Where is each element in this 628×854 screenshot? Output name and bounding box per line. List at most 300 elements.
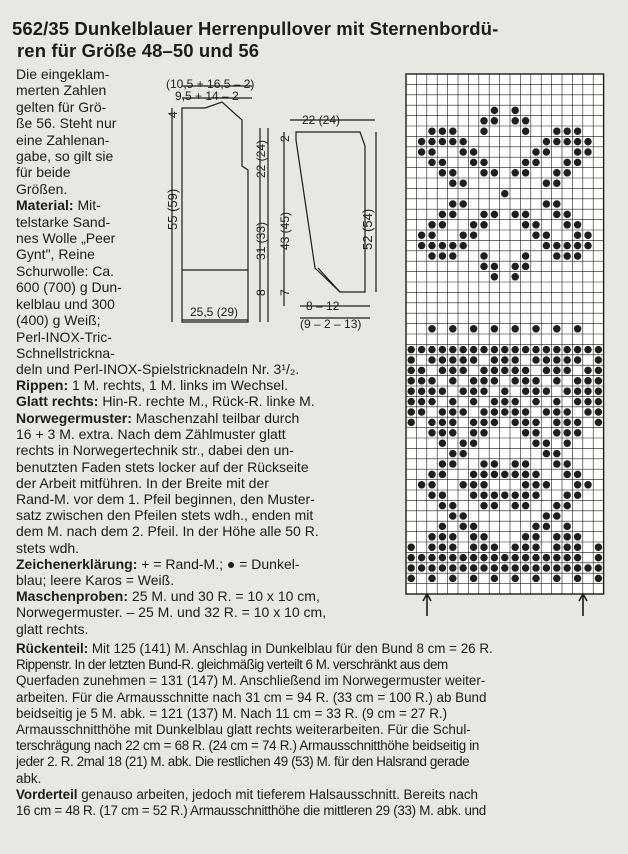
- dark-stitch-dot: [595, 554, 602, 561]
- dark-stitch-dot: [563, 159, 570, 166]
- dark-stitch-dot: [418, 554, 425, 561]
- dark-stitch-dot: [491, 543, 498, 550]
- dark-stitch-dot: [543, 564, 550, 571]
- dark-stitch-dot: [595, 419, 602, 426]
- dark-stitch-dot: [459, 148, 466, 155]
- norweger-text: stets wdh.: [16, 539, 80, 556]
- dark-stitch-dot: [532, 471, 539, 478]
- glatt-line: [16, 393, 616, 409]
- intro-line: gabe, so gilt sie: [16, 148, 114, 165]
- dark-stitch-dot: [574, 481, 581, 488]
- dark-stitch-dot: [459, 346, 466, 353]
- dark-stitch-dot: [480, 127, 487, 134]
- dark-stitch-dot: [522, 419, 529, 426]
- dark-stitch-dot: [449, 200, 456, 207]
- dark-stitch-dot: [501, 564, 508, 571]
- dark-stitch-dot: [563, 242, 570, 249]
- dim-top-1: (10,5 + 16,5 – 2): [166, 77, 255, 91]
- dark-stitch-dot: [522, 481, 529, 488]
- dark-stitch-dot: [428, 491, 435, 498]
- dark-stitch-dot: [532, 221, 539, 228]
- dark-stitch-dot: [491, 107, 498, 114]
- dark-stitch-dot: [595, 564, 602, 571]
- proben-line: [16, 588, 388, 604]
- dark-stitch-dot: [574, 564, 581, 571]
- dark-stitch-dot: [491, 502, 498, 509]
- dark-stitch-dot: [449, 242, 456, 249]
- body-text: [16, 361, 616, 410]
- material-text: kelblau und 300: [16, 295, 115, 312]
- ruecken-text: Armausschnitthöhe mit Dunkelblau glatt rechts weiterarbeiten. Für die Schul-: [16, 722, 471, 738]
- ruecken-text: arbeiten. Für die Armausschnitte nach 31 cm = 94 R. (33 cm = 100 R.) ab Bund: [16, 689, 487, 705]
- rippen-text: 1 M. rechts, 1 M. links im Wechsel.: [68, 377, 289, 394]
- dark-stitch-dot: [574, 419, 581, 426]
- dark-stitch-dot: [428, 148, 435, 155]
- title-line-1: 562/35 Dunkelblauer Herrenpullover mit Sternenbordü-: [12, 18, 499, 39]
- dark-stitch-dot: [491, 564, 498, 571]
- dark-stitch-dot: [470, 148, 477, 155]
- chart-arrows: [423, 594, 587, 616]
- dark-stitch-dot: [428, 554, 435, 561]
- dark-stitch-dot: [543, 148, 550, 155]
- dark-stitch-dot: [491, 575, 498, 582]
- dim-width: 25,5 (29): [190, 305, 239, 319]
- dark-stitch-dot: [574, 429, 581, 436]
- dark-stitch-dot: [553, 564, 560, 571]
- dark-stitch-dot: [459, 564, 466, 571]
- dark-stitch-dot: [532, 481, 539, 488]
- dark-stitch-dot: [418, 346, 425, 353]
- dark-stitch-dot: [553, 346, 560, 353]
- dark-stitch-dot: [491, 554, 498, 561]
- dark-stitch-dot: [428, 429, 435, 436]
- dark-stitch-dot: [511, 460, 518, 467]
- material-text: 600 (700) g Dun-: [16, 279, 122, 296]
- dark-stitch-dot: [511, 346, 518, 353]
- dark-stitch-dot: [449, 502, 456, 509]
- dark-stitch-dot: [418, 242, 425, 249]
- dark-stitch-dot: [563, 429, 570, 436]
- dark-stitch-dot: [553, 460, 560, 467]
- dark-stitch-dot: [522, 543, 529, 550]
- dark-stitch-dot: [407, 419, 414, 426]
- dark-stitch-dot: [491, 211, 498, 218]
- dark-stitch-dot: [574, 138, 581, 145]
- dark-stitch-dot: [449, 554, 456, 561]
- material-line: [16, 197, 156, 213]
- dark-stitch-dot: [470, 419, 477, 426]
- dark-stitch-dot: [553, 242, 560, 249]
- sleeve-outline: [296, 132, 365, 292]
- dark-stitch-dot: [574, 554, 581, 561]
- dark-stitch-dot: [439, 221, 446, 228]
- dark-stitch-dot: [553, 211, 560, 218]
- dark-stitch-dot: [501, 190, 508, 197]
- dark-stitch-dot: [553, 200, 560, 207]
- dark-stitch-dot: [449, 325, 456, 332]
- dark-stitch-dot: [491, 346, 498, 353]
- dark-stitch-dot: [480, 502, 487, 509]
- dark-stitch-dot: [574, 231, 581, 238]
- dark-stitch-dot: [491, 491, 498, 498]
- dark-stitch-dot: [480, 429, 487, 436]
- dark-stitch-dot: [553, 554, 560, 561]
- dark-stitch-dot: [480, 554, 487, 561]
- dark-stitch-dot: [511, 564, 518, 571]
- dark-stitch-dot: [480, 252, 487, 259]
- vorder-label: Vorderteil: [16, 786, 78, 802]
- dark-stitch-dot: [532, 564, 539, 571]
- dark-stitch-dot: [491, 273, 498, 280]
- dark-stitch-dot: [553, 127, 560, 134]
- dark-stitch-dot: [511, 491, 518, 498]
- dark-stitch-dot: [459, 481, 466, 488]
- dark-stitch-dot: [449, 419, 456, 426]
- proben-text: 25 M. und 30 R. = 10 x 10 cm,: [128, 588, 320, 605]
- dark-stitch-dot: [553, 419, 560, 426]
- dark-stitch-dot: [563, 543, 570, 550]
- dark-stitch-dot: [439, 543, 446, 550]
- dark-stitch-dot: [574, 325, 581, 332]
- dark-stitch-dot: [553, 575, 560, 582]
- dark-stitch-dot: [543, 523, 550, 530]
- dark-stitch-dot: [470, 471, 477, 478]
- dim-top-2: 9,5 + 14 – 2: [175, 89, 239, 103]
- dark-stitch-dot: [522, 159, 529, 166]
- dark-stitch-dot: [532, 419, 539, 426]
- dark-stitch-dot: [522, 471, 529, 478]
- dark-stitch-dot: [449, 179, 456, 186]
- dark-stitch-dot: [439, 554, 446, 561]
- dark-stitch-dot: [470, 221, 477, 228]
- intro-line: Die eingeklam-: [16, 66, 110, 82]
- dark-stitch-dot: [501, 471, 508, 478]
- title-line-2: ren für Größe 48–50 und 56: [17, 40, 260, 61]
- dark-stitch-dot: [439, 169, 446, 176]
- dark-stitch-dot: [449, 564, 456, 571]
- dark-stitch-dot: [532, 491, 539, 498]
- dark-stitch-dot: [543, 242, 550, 249]
- dark-stitch-dot: [459, 439, 466, 446]
- dark-stitch-dot: [491, 117, 498, 124]
- ruecken-text: jeder 2. R. 2mal 18 (21) M. abk. Die restlichen 49 (53) M. für den Halsrand gerade: [16, 754, 470, 770]
- dark-stitch-dot: [428, 481, 435, 488]
- dark-stitch-dot: [511, 273, 518, 280]
- norweger-block: [16, 410, 388, 637]
- dark-stitch-dot: [522, 346, 529, 353]
- ruecken-text: terschrägung nach 22 cm = 68 R. (24 cm = 74 R.) Armausschnitthöhe beidseitig in: [16, 738, 480, 754]
- material-text: telstarke Sand-: [16, 213, 111, 230]
- dark-stitch-dot: [480, 471, 487, 478]
- dark-stitch-dot: [449, 543, 456, 550]
- norweger-text: benutzten Faden stets locker auf der Rückseite: [16, 458, 309, 475]
- dark-stitch-dot: [459, 450, 466, 457]
- dark-stitch-dot: [439, 252, 446, 259]
- material-text: Mit-: [73, 197, 101, 214]
- sleeve-bottom-1: 8 – 12: [306, 299, 340, 313]
- dark-stitch-dot: [459, 242, 466, 249]
- dark-stitch-dot: [480, 159, 487, 166]
- dark-stitch-dot: [574, 242, 581, 249]
- dark-stitch-dot: [543, 512, 550, 519]
- dark-stitch-dot: [459, 512, 466, 519]
- dark-stitch-dot: [480, 211, 487, 218]
- dark-stitch-dot: [553, 450, 560, 457]
- dark-stitch-dot: [470, 575, 477, 582]
- material-text: nes Wolle „Peer: [16, 230, 116, 247]
- dark-stitch-dot: [563, 460, 570, 467]
- dark-stitch-dot: [584, 481, 591, 488]
- dark-stitch-dot: [480, 221, 487, 228]
- dark-stitch-dot: [563, 533, 570, 540]
- dark-stitch-dot: [532, 231, 539, 238]
- dark-stitch-dot: [439, 346, 446, 353]
- dark-stitch-dot: [574, 252, 581, 259]
- dark-stitch-dot: [459, 200, 466, 207]
- ruecken-label: Rückenteil:: [16, 641, 89, 656]
- dark-stitch-dot: [428, 419, 435, 426]
- dark-stitch-dot: [480, 169, 487, 176]
- dark-stitch-dot: [563, 419, 570, 426]
- dark-stitch-dot: [449, 138, 456, 145]
- dark-stitch-dot: [532, 439, 539, 446]
- dark-stitch-dot: [459, 523, 466, 530]
- material-text: (400) g Weiß;: [16, 312, 101, 329]
- dark-stitch-dot: [553, 169, 560, 176]
- dark-stitch-dot: [428, 252, 435, 259]
- dark-stitch-dot: [563, 564, 570, 571]
- dark-stitch-dot: [470, 346, 477, 353]
- dark-stitch-dot: [418, 564, 425, 571]
- dark-stitch-dot: [543, 138, 550, 145]
- dark-stitch-dot: [418, 148, 425, 155]
- dark-stitch-dot: [480, 117, 487, 124]
- dark-stitch-dot: [480, 491, 487, 498]
- dark-stitch-dot: [428, 242, 435, 249]
- sleeve-bottom-2: (9 – 2 – 13): [300, 317, 362, 331]
- dark-stitch-dot: [480, 263, 487, 270]
- dark-stitch-dot: [439, 211, 446, 218]
- dark-stitch-dot: [470, 325, 477, 332]
- dark-stitch-dot: [470, 481, 477, 488]
- rippen-label: Rippen:: [16, 377, 69, 394]
- dark-stitch-dot: [428, 127, 435, 134]
- intro-line: gelten für Grö-: [16, 98, 107, 115]
- dark-stitch-dot: [553, 512, 560, 519]
- chart-cells: [406, 74, 604, 594]
- dark-stitch-dot: [553, 179, 560, 186]
- dark-stitch-dot: [511, 471, 518, 478]
- dark-stitch-dot: [428, 471, 435, 478]
- dark-stitch-dot: [491, 460, 498, 467]
- dark-stitch-dot: [563, 211, 570, 218]
- dark-stitch-dot: [428, 325, 435, 332]
- dark-stitch-dot: [543, 346, 550, 353]
- proben-text: Norwegermuster. – 25 M. und 32 R. = 10 x 10 cm,: [16, 604, 327, 621]
- dark-stitch-dot: [574, 491, 581, 498]
- dark-stitch-dot: [511, 419, 518, 426]
- norweger-text: 16 + 3 M. extra. Nach dem Zählmuster glatt: [16, 426, 286, 443]
- dark-stitch-dot: [574, 127, 581, 134]
- material-text: Schurwolle: Ca.: [16, 262, 115, 279]
- dark-stitch-dot: [491, 325, 498, 332]
- dark-stitch-dot: [418, 231, 425, 238]
- body-line: deln und Perl-INOX-Spielstricknadeln Nr. 3¹/₂.: [16, 361, 300, 377]
- dark-stitch-dot: [439, 429, 446, 436]
- dark-stitch-dot: [532, 575, 539, 582]
- dark-stitch-dot: [532, 429, 539, 436]
- dark-stitch-dot: [511, 107, 518, 114]
- dark-stitch-dot: [480, 460, 487, 467]
- intro-line: für beide: [16, 164, 71, 181]
- dark-stitch-dot: [449, 460, 456, 467]
- dark-stitch-dot: [407, 564, 414, 571]
- dark-stitch-dot: [532, 554, 539, 561]
- dark-stitch-dot: [480, 543, 487, 550]
- dark-stitch-dot: [553, 252, 560, 259]
- dark-stitch-dot: [439, 523, 446, 530]
- dark-stitch-dot: [522, 533, 529, 540]
- dark-stitch-dot: [407, 554, 414, 561]
- dark-stitch-dot: [470, 159, 477, 166]
- ruecken-block: [16, 641, 616, 819]
- norweger-line: [16, 410, 388, 426]
- dark-stitch-dot: [428, 138, 435, 145]
- dark-stitch-dot: [470, 554, 477, 561]
- dark-stitch-dot: [480, 481, 487, 488]
- dark-stitch-dot: [501, 346, 508, 353]
- dark-stitch-dot: [522, 491, 529, 498]
- norweger-text: Maschenzahl teilbar durch: [131, 410, 300, 426]
- dark-stitch-dot: [449, 211, 456, 218]
- glatt-text: Hin-R. rechte M., Rück-R. linke M.: [98, 393, 315, 410]
- sleeve-total: 52 (54): [360, 208, 375, 250]
- proben-text: glatt rechts.: [16, 620, 89, 637]
- dark-stitch-dot: [522, 429, 529, 436]
- dark-stitch-dot: [563, 169, 570, 176]
- dark-stitch-dot: [480, 346, 487, 353]
- dark-stitch-dot: [439, 419, 446, 426]
- knitting-chart: [398, 70, 610, 622]
- dark-stitch-dot: [449, 533, 456, 540]
- dark-stitch-dot: [532, 148, 539, 155]
- dark-stitch-dot: [439, 502, 446, 509]
- dark-stitch-dot: [511, 502, 518, 509]
- dark-stitch-dot: [532, 346, 539, 353]
- norweger-label: Norwegermuster:: [16, 410, 132, 426]
- dark-stitch-dot: [563, 554, 570, 561]
- dark-stitch-dot: [491, 471, 498, 478]
- dark-stitch-dot: [459, 179, 466, 186]
- dark-stitch-dot: [449, 252, 456, 259]
- dark-stitch-dot: [584, 242, 591, 249]
- norweger-text: rechts in Norwegertechnik str., dabei den un-: [16, 442, 294, 459]
- dark-stitch-dot: [449, 575, 456, 582]
- dim-armhole: 22 (24): [254, 139, 268, 178]
- dark-stitch-dot: [522, 564, 529, 571]
- dark-stitch-dot: [418, 481, 425, 488]
- dark-stitch-dot: [553, 138, 560, 145]
- dim-rib: 8: [254, 289, 268, 296]
- dark-stitch-dot: [449, 512, 456, 519]
- dark-stitch-dot: [543, 554, 550, 561]
- vorder-line: [16, 787, 616, 803]
- material-text: Perl-INOX-Tric-: [16, 328, 112, 345]
- arrow-right-icon: [579, 594, 587, 616]
- dark-stitch-dot: [553, 502, 560, 509]
- dark-stitch-dot: [522, 263, 529, 270]
- dark-stitch-dot: [511, 117, 518, 124]
- dark-stitch-dot: [439, 564, 446, 571]
- intro-line: eine Zahlenan-: [16, 131, 110, 148]
- dark-stitch-dot: [470, 564, 477, 571]
- vorder-text: genauso arbeiten, jedoch mit tieferem Halsausschnitt. Bereits nach: [77, 786, 478, 802]
- dark-stitch-dot: [470, 429, 477, 436]
- dark-stitch-dot: [584, 148, 591, 155]
- dark-stitch-dot: [501, 491, 508, 498]
- ruecken-text: abk.: [16, 770, 42, 786]
- arrow-left-icon: [423, 594, 431, 616]
- size-schematic: [160, 70, 392, 340]
- dark-stitch-dot: [439, 138, 446, 145]
- dark-stitch-dot: [522, 221, 529, 228]
- intro-line: merten Zahlen: [16, 82, 107, 99]
- dark-stitch-dot: [470, 491, 477, 498]
- dark-stitch-dot: [428, 159, 435, 166]
- dark-stitch-dot: [584, 231, 591, 238]
- sleeve-top: 22 (24): [302, 113, 341, 127]
- dark-stitch-dot: [480, 533, 487, 540]
- material-text: Gynt", Reine: [16, 246, 95, 263]
- dark-stitch-dot: [543, 481, 550, 488]
- ruecken-text: beidseitig je 5 M. abk. = 121 (137) M. Nach 11 cm = 33 R. (9 cm = 27 R.): [16, 705, 448, 721]
- dark-stitch-dot: [574, 148, 581, 155]
- dark-stitch-dot: [574, 533, 581, 540]
- dark-stitch-dot: [428, 533, 435, 540]
- dark-stitch-dot: [574, 159, 581, 166]
- dark-stitch-dot: [428, 564, 435, 571]
- dark-stitch-dot: [470, 533, 477, 540]
- dark-stitch-dot: [522, 252, 529, 259]
- dark-stitch-dot: [522, 169, 529, 176]
- ruecken-line: [16, 641, 616, 657]
- ruecken-text: Mit 125 (141) M. Anschlag in Dunkelblau für den Bund 8 cm = 26 R.: [88, 641, 493, 656]
- sleeve-mid: 43 (45): [278, 211, 292, 250]
- dark-stitch-dot: [532, 523, 539, 530]
- dark-stitch-dot: [439, 439, 446, 446]
- material-text: Schnellstrickna-: [16, 344, 115, 361]
- dark-stitch-dot: [522, 460, 529, 467]
- dark-stitch-dot: [439, 471, 446, 478]
- dark-stitch-dot: [439, 159, 446, 166]
- dark-stitch-dot: [491, 169, 498, 176]
- vorder-text: 16 cm = 48 R. (17 cm = 52 R.) Armausschnitthöhe die mittleren 29 (33) M. abk. und: [16, 803, 486, 819]
- dark-stitch-dot: [553, 325, 560, 332]
- dark-stitch-dot: [574, 346, 581, 353]
- dark-stitch-dot: [543, 439, 550, 446]
- dark-stitch-dot: [407, 575, 414, 582]
- norweger-text: satz zwischen den Pfeilen stets wdh., enden mit: [16, 507, 314, 524]
- dark-stitch-dot: [511, 211, 518, 218]
- dark-stitch-dot: [532, 543, 539, 550]
- dark-stitch-dot: [470, 439, 477, 446]
- dark-stitch-dot: [563, 491, 570, 498]
- dark-stitch-dot: [501, 554, 508, 561]
- dim-total: 55 (59): [165, 188, 180, 230]
- dark-stitch-dot: [574, 575, 581, 582]
- norweger-text: der Arbeit mitführen. In der Breite mit der: [16, 474, 269, 491]
- dark-stitch-dot: [553, 429, 560, 436]
